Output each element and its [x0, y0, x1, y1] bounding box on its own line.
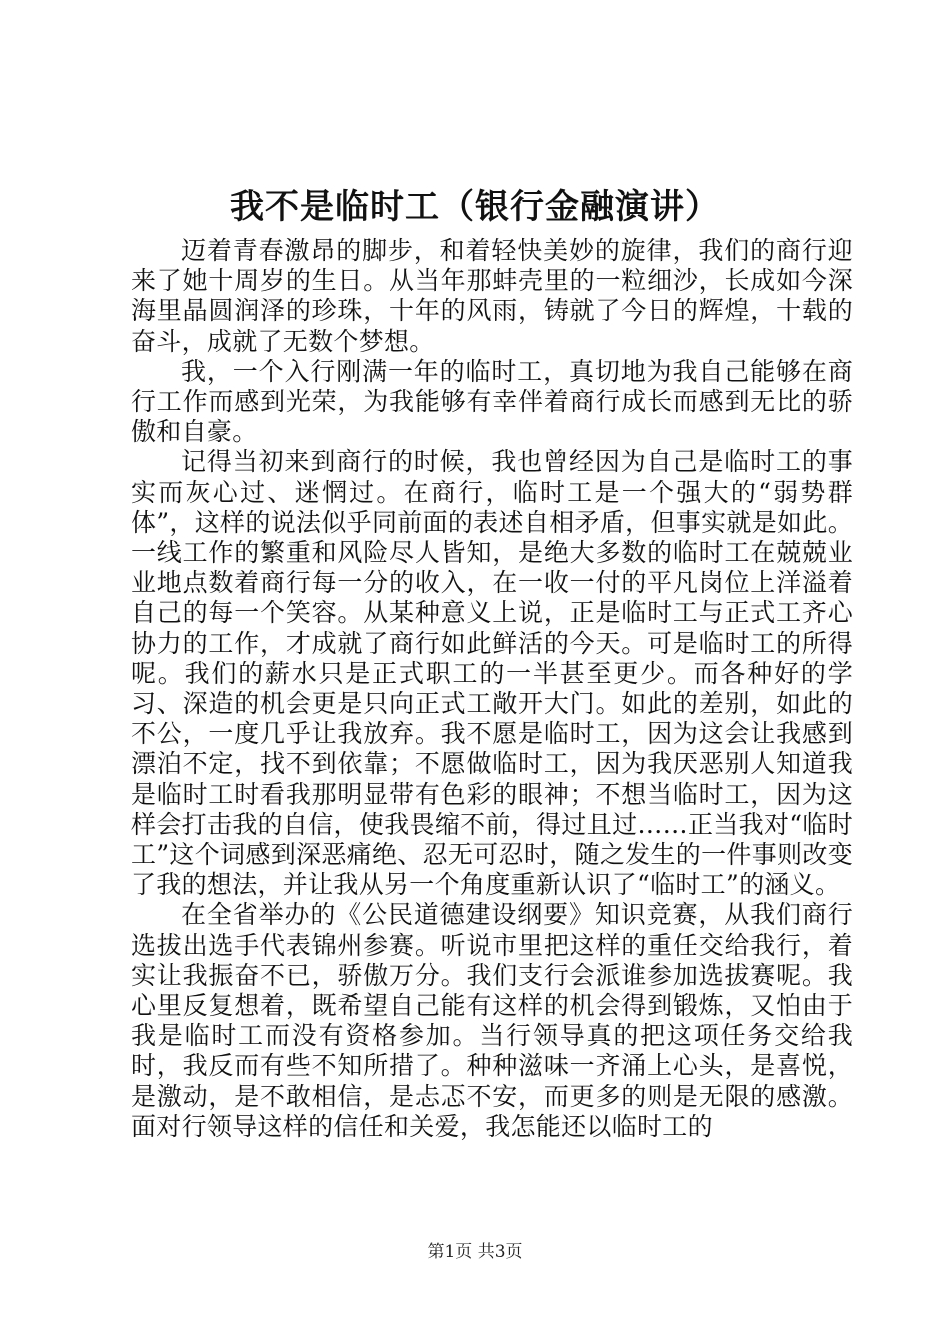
page-number-footer: 第1页 共3页: [427, 1242, 523, 1262]
document-body: [131, 236, 853, 1142]
paragraph: 在全省举办的《公民道德建设纲要》知识竞赛，从我们商行选拔出选手代表锦州参赛。听说市里把这样的重任交给我行，着实让我振奋不已，骄傲万分。我们支行会派谁参加选拔赛呢。我心里反复想着，既希望自己能有这样的机会得到锻炼，又怕由于我是临时工而没有资格参加。当行领导真的把这项任务交给我时，我反而有些不知所措了。种种滋味一齐涌上心头，是喜悦，是激动，是不敢相信，是忐忑不安，而更多的则是无限的感激。面对行领导这样的信任和关爱，我怎能还以临时工的: [131, 900, 853, 1141]
paragraph: 记得当初来到商行的时候，我也曾经因为自己是临时工的事实而灰心过、迷惘过。在商行，临时工是一个强大的“弱势群体”，这样的说法似乎同前面的表述自相矛盾，但事实就是如此。一线工作的繁重和风险尽人皆知，是绝大多数的临时工在兢兢业业地点数着商行每一分的收入，在一收一付的平凡岗位上洋溢着自己的每一个笑容。从某种意义上说，正是临时工与正式工齐心协力的工作，才成就了商行如此鲜活的今天。可是临时工的所得呢。我们的薪水只是正式职工的一半甚至更少。而各种好的学习、深造的机会更是只向正式工敞开大门。如此的差别，如此的不公，一度几乎让我放弃。我不愿是临时工，因为这会让我感到漂泊不定，找不到依靠；不愿做临时工，因为我厌恶别人知道我是临时工时看我那明显带有色彩的眼神；不想当临时工，因为这样会打击我的自信，使我畏缩不前，得过且过……正当我对“临时工”这个词感到深恶痛绝、忍无可忍时，随之发生的一件事则改变了我的想法，并让我从另一个角度重新认识了“临时工”的涵义。: [131, 447, 853, 900]
document-title: 我不是临时工（银行金融演讲）: [230, 187, 720, 227]
paragraph: 迈着青春激昂的脚步，和着轻快美妙的旋律，我们的商行迎来了她十周岁的生日。从当年那蚌壳里的一粒细沙，长成如今深海里晶圆润泽的珍珠，十年的风雨，铸就了今日的辉煌，十载的奋斗，成就了无数个梦想。: [131, 236, 853, 356]
paragraph: 我，一个入行刚满一年的临时工，真切地为我自己能够在商行工作而感到光荣，为我能够有幸伴着商行成长而感到无比的骄傲和自豪。: [131, 356, 853, 447]
